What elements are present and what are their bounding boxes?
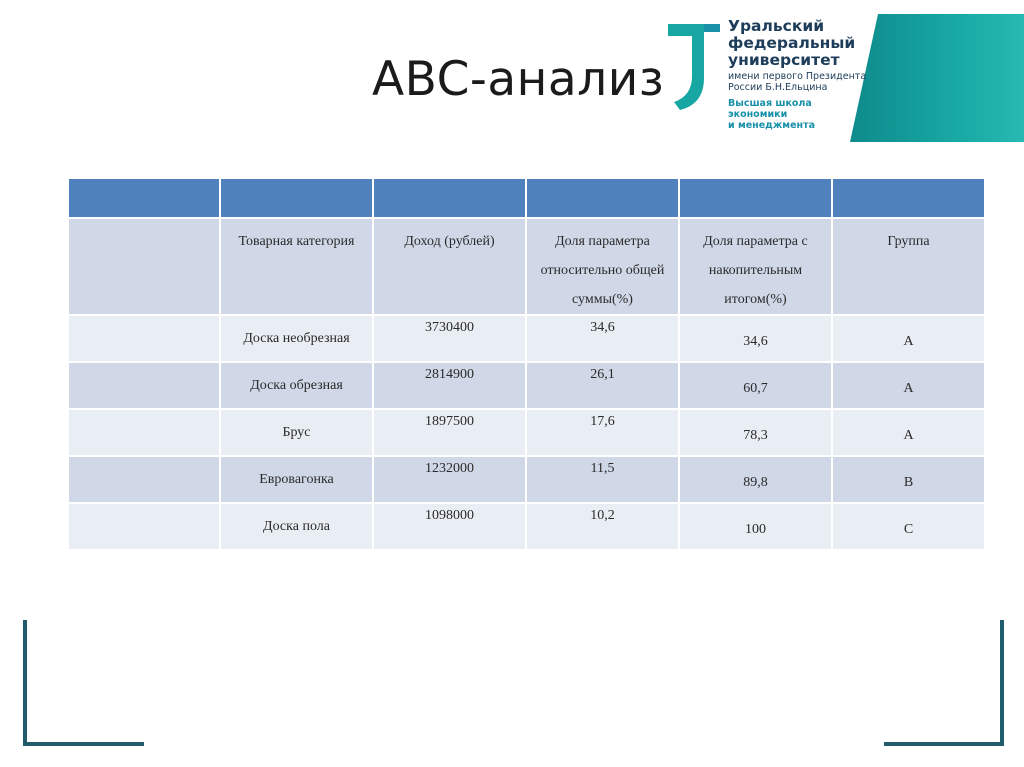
right-bracket-horizontal xyxy=(884,742,1004,746)
row-blank-cell xyxy=(68,362,220,409)
logo-subtitle-2: России Б.Н.Ельцина xyxy=(728,82,828,93)
logo-school-3: и менеджмента xyxy=(728,120,815,131)
share-cell: 34,6 xyxy=(526,315,679,362)
university-logo xyxy=(664,14,1024,144)
row-blank-cell xyxy=(68,456,220,503)
group-cell: B xyxy=(832,456,985,503)
header-cell xyxy=(526,178,679,218)
group-cell: A xyxy=(832,315,985,362)
table-row xyxy=(68,456,985,503)
table-row xyxy=(68,362,985,409)
row-blank-cell xyxy=(68,503,220,550)
table-row xyxy=(68,503,985,550)
header-cell xyxy=(373,178,526,218)
header-cell xyxy=(832,178,985,218)
income-cell: 1897500 xyxy=(373,409,526,456)
column-label-group: Группа xyxy=(832,218,985,315)
logo-line-1: Уральский xyxy=(728,17,825,35)
share-cell: 26,1 xyxy=(526,362,679,409)
header-cell xyxy=(679,178,832,218)
logo-line-2: федеральный xyxy=(728,34,856,52)
table-header-row xyxy=(68,178,985,218)
header-cell xyxy=(68,178,220,218)
cumulative-cell: 78,3 xyxy=(679,409,832,456)
logo-subtitle-1: имени первого Президента xyxy=(728,71,867,82)
row-blank-cell xyxy=(68,409,220,456)
header-cell xyxy=(220,178,373,218)
category-cell: Доска пола xyxy=(220,503,373,550)
cumulative-cell: 100 xyxy=(679,503,832,550)
category-cell: Доска обрезная xyxy=(220,362,373,409)
left-bracket-horizontal xyxy=(23,742,144,746)
category-cell: Брус xyxy=(220,409,373,456)
column-label-share: Доля параметра относительно общей суммы(%) xyxy=(526,218,679,315)
category-cell: Доска необрезная xyxy=(220,315,373,362)
logo-school-1: Высшая школа xyxy=(728,98,812,109)
share-cell: 11,5 xyxy=(526,456,679,503)
share-cell: 17,6 xyxy=(526,409,679,456)
cumulative-cell: 60,7 xyxy=(679,362,832,409)
income-cell: 1232000 xyxy=(373,456,526,503)
column-label-empty xyxy=(68,218,220,315)
table-row xyxy=(68,315,985,362)
column-label-cumulative: Доля параметра с накопительным итогом(%) xyxy=(679,218,832,315)
left-bracket-vertical xyxy=(23,620,27,746)
logo-line-3: университет xyxy=(728,51,840,69)
income-cell: 3730400 xyxy=(373,315,526,362)
group-cell: A xyxy=(832,362,985,409)
table-labels-row xyxy=(68,218,985,315)
slide-title: ABC-анализ xyxy=(372,52,665,107)
abc-table xyxy=(67,177,984,551)
category-cell: Евровагонка xyxy=(220,456,373,503)
group-cell: C xyxy=(832,503,985,550)
logo-school-2: экономики xyxy=(728,109,788,120)
group-cell: A xyxy=(832,409,985,456)
cumulative-cell: 34,6 xyxy=(679,315,832,362)
income-cell: 2814900 xyxy=(373,362,526,409)
table-row xyxy=(68,409,985,456)
cumulative-cell: 89,8 xyxy=(679,456,832,503)
row-blank-cell xyxy=(68,315,220,362)
column-label-category: Товарная категория xyxy=(220,218,373,315)
logo-mark-icon xyxy=(664,18,724,114)
right-bracket-vertical xyxy=(1000,620,1004,746)
column-label-income: Доход (рублей) xyxy=(373,218,526,315)
income-cell: 1098000 xyxy=(373,503,526,550)
share-cell: 10,2 xyxy=(526,503,679,550)
logo-text xyxy=(728,18,878,131)
